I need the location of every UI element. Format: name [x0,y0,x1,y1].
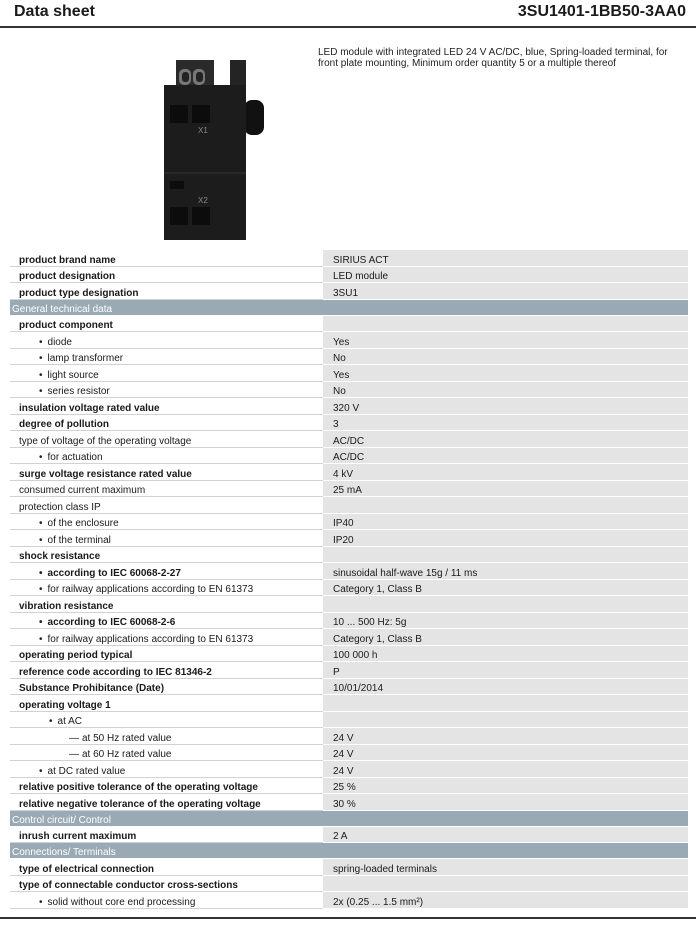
section-header [10,843,688,859]
page-title: Data sheet [14,3,95,20]
spec-label: Substance Prohibitance (Date) [19,683,165,694]
spec-row [10,283,688,300]
section-title: General technical data [10,299,688,315]
spec-label-cell [10,744,323,761]
section-title: Connections/ Terminals [10,843,688,859]
spec-row [10,711,688,728]
header-divider [0,26,696,28]
spec-label-cell [10,365,323,382]
spec-value: 2 A [323,826,688,843]
spec-row [10,744,688,761]
spec-label-cell [10,645,323,662]
spec-row [10,612,688,629]
spec-label: vibration resistance [19,600,114,612]
spec-value: 24 V [323,744,688,761]
spec-label: • for railway applications according to EN 61373 [19,634,253,645]
spec-value: Category 1, Class B [323,579,688,596]
spec-row [10,464,688,481]
spec-label: relative positive tolerance of the operating voltage [19,782,258,793]
spec-label-cell [10,892,323,909]
spec-value: 30 % [323,794,688,811]
spec-value: LED module [323,266,688,283]
spec-label-cell [10,431,323,448]
spec-label-cell [10,414,323,431]
spec-value: sinusoidal half-wave 15g / 11 ms [323,563,688,580]
spec-value: 100 000 h [323,645,688,662]
spec-row [10,315,688,332]
spec-label: • diode [19,337,72,348]
spec-label: protection class IP [19,501,101,513]
section-header [10,810,688,826]
spec-value: spring-loaded terminals [323,859,688,876]
spec-value: 3SU1 [323,283,688,300]
spec-label-cell [10,266,323,283]
spec-row [10,348,688,365]
spec-value: Yes [323,365,688,382]
section-title: Control circuit/ Control [10,810,688,826]
spec-label: relative negative tolerance of the operating voltage [19,798,261,810]
spec-label: • solid without core end processing [19,897,195,908]
spec-label-cell [10,464,323,481]
spec-row [10,875,688,892]
spec-row [10,579,688,596]
spec-row [10,250,688,266]
spec-label: operating voltage 1 [19,699,111,711]
section-header [10,299,688,315]
spec-table [10,250,688,909]
spec-label: • according to IEC 60068-2-27 [19,568,181,579]
spec-row [10,859,688,876]
spec-value: 320 V [323,398,688,415]
spec-row [10,480,688,497]
spec-label-cell [10,711,323,728]
spec-row [10,332,688,349]
spec-label: type of connectable conductor cross-sections [19,880,238,891]
spec-label: • at AC [19,716,82,727]
spec-label: • at DC rated value [19,766,125,777]
spec-label: reference code according to IEC 81346-2 [19,666,212,678]
article-number: 3SU1401-1BB50-3AA0 [517,3,686,20]
spec-value: AC/DC [323,431,688,448]
spec-value: AC/DC [323,447,688,464]
spec-value: 10/01/2014 [323,678,688,695]
spec-value: P [323,662,688,679]
spec-label-cell [10,250,323,266]
spec-label: • lamp transformer [19,353,123,364]
product-description: LED module with integrated LED 24 V AC/DC, blue, Spring-loaded terminal, for front plate mounting, Minimum order quantity 5 or a multiple thereof [318,47,668,69]
spec-value: 24 V [323,728,688,745]
spec-label-cell [10,875,323,892]
spec-label-cell [10,794,323,811]
spec-label-cell [10,530,323,547]
spec-row [10,678,688,695]
spec-label: • according to IEC 60068-2-6 [19,617,175,628]
spec-label: type of voltage of the operating voltage [19,435,192,447]
footer-divider [0,917,696,919]
spec-label-cell [10,283,323,300]
spec-value [323,695,688,712]
spec-row [10,826,688,843]
spec-row [10,629,688,646]
spec-value [323,711,688,728]
spec-row [10,398,688,415]
spec-label-cell [10,695,323,712]
spec-value [323,497,688,514]
spec-label-cell [10,678,323,695]
spec-label: • for railway applications according to EN 61373 [19,584,253,595]
spec-label: inrush current maximum [19,831,137,842]
spec-row [10,563,688,580]
spec-label: surge voltage resistance rated value [19,468,192,480]
spec-label: • light source [19,370,99,381]
spec-row [10,365,688,382]
spec-value: 25 % [323,777,688,794]
spec-value: IP40 [323,513,688,530]
spec-label-cell [10,381,323,398]
spec-label-cell [10,497,323,514]
spec-row [10,777,688,794]
spec-label-cell [10,447,323,464]
spec-label: operating period typical [19,650,133,661]
x2-label: X2 [198,196,208,205]
spec-label: consumed current maximum [19,485,146,496]
spec-row [10,645,688,662]
spec-label-cell [10,629,323,646]
spec-value [323,875,688,892]
spec-label-cell [10,826,323,843]
spec-row [10,431,688,448]
spec-label-cell [10,596,323,613]
spec-label-cell [10,546,323,563]
spec-row [10,662,688,679]
spec-label: — at 60 Hz rated value [19,749,172,760]
spec-value [323,315,688,332]
spec-label-cell [10,579,323,596]
spec-row [10,530,688,547]
spec-label: shock resistance [19,551,101,562]
spec-value: Category 1, Class B [323,629,688,646]
spec-label: • series resistor [19,386,110,397]
spec-value: No [323,348,688,365]
spec-row [10,266,688,283]
spec-label-cell [10,761,323,778]
spec-row [10,892,688,909]
spec-row [10,381,688,398]
spec-label: • for actuation [19,452,103,463]
spec-label: insulation voltage rated value [19,402,160,414]
spec-value: Yes [323,332,688,349]
spec-label: — at 50 Hz rated value [19,733,172,744]
spec-value: 10 ... 500 Hz: 5g [323,612,688,629]
spec-value: IP20 [323,530,688,547]
spec-row [10,497,688,514]
spec-value: 4 kV [323,464,688,481]
spec-row [10,761,688,778]
spec-label: product brand name [19,254,116,266]
spec-label-cell [10,563,323,580]
spec-label-cell [10,315,323,332]
spec-value: 24 V [323,761,688,778]
spec-value [323,596,688,613]
spec-label: • of the terminal [19,535,111,546]
x1-label: X1 [198,126,208,135]
spec-label-cell [10,859,323,876]
spec-label: product designation [19,271,116,282]
spec-value: 2x (0.25 ... 1.5 mm²) [323,892,688,909]
page-header [0,0,696,27]
spec-label: product component [19,320,113,331]
spec-label: product type designation [19,287,139,299]
spec-label-cell [10,662,323,679]
spec-label: degree of pollution [19,419,109,430]
spec-row [10,546,688,563]
spec-row [10,447,688,464]
spec-label-cell [10,612,323,629]
spec-label-cell [10,348,323,365]
spec-label-cell [10,332,323,349]
spec-value: 3 [323,414,688,431]
spec-row [10,513,688,530]
spec-row [10,728,688,745]
spec-label: type of electrical connection [19,863,155,875]
spec-label-cell [10,480,323,497]
spec-label-cell [10,777,323,794]
spec-row [10,414,688,431]
spec-value [323,546,688,563]
spec-value: No [323,381,688,398]
led-module-image [160,55,270,245]
spec-label-cell [10,398,323,415]
spec-row [10,596,688,613]
spec-row [10,695,688,712]
spec-row [10,794,688,811]
spec-label-cell [10,728,323,745]
spec-label: • of the enclosure [19,518,119,529]
spec-label-cell [10,513,323,530]
spec-value: 25 mA [323,480,688,497]
spec-value: SIRIUS ACT [323,250,688,266]
